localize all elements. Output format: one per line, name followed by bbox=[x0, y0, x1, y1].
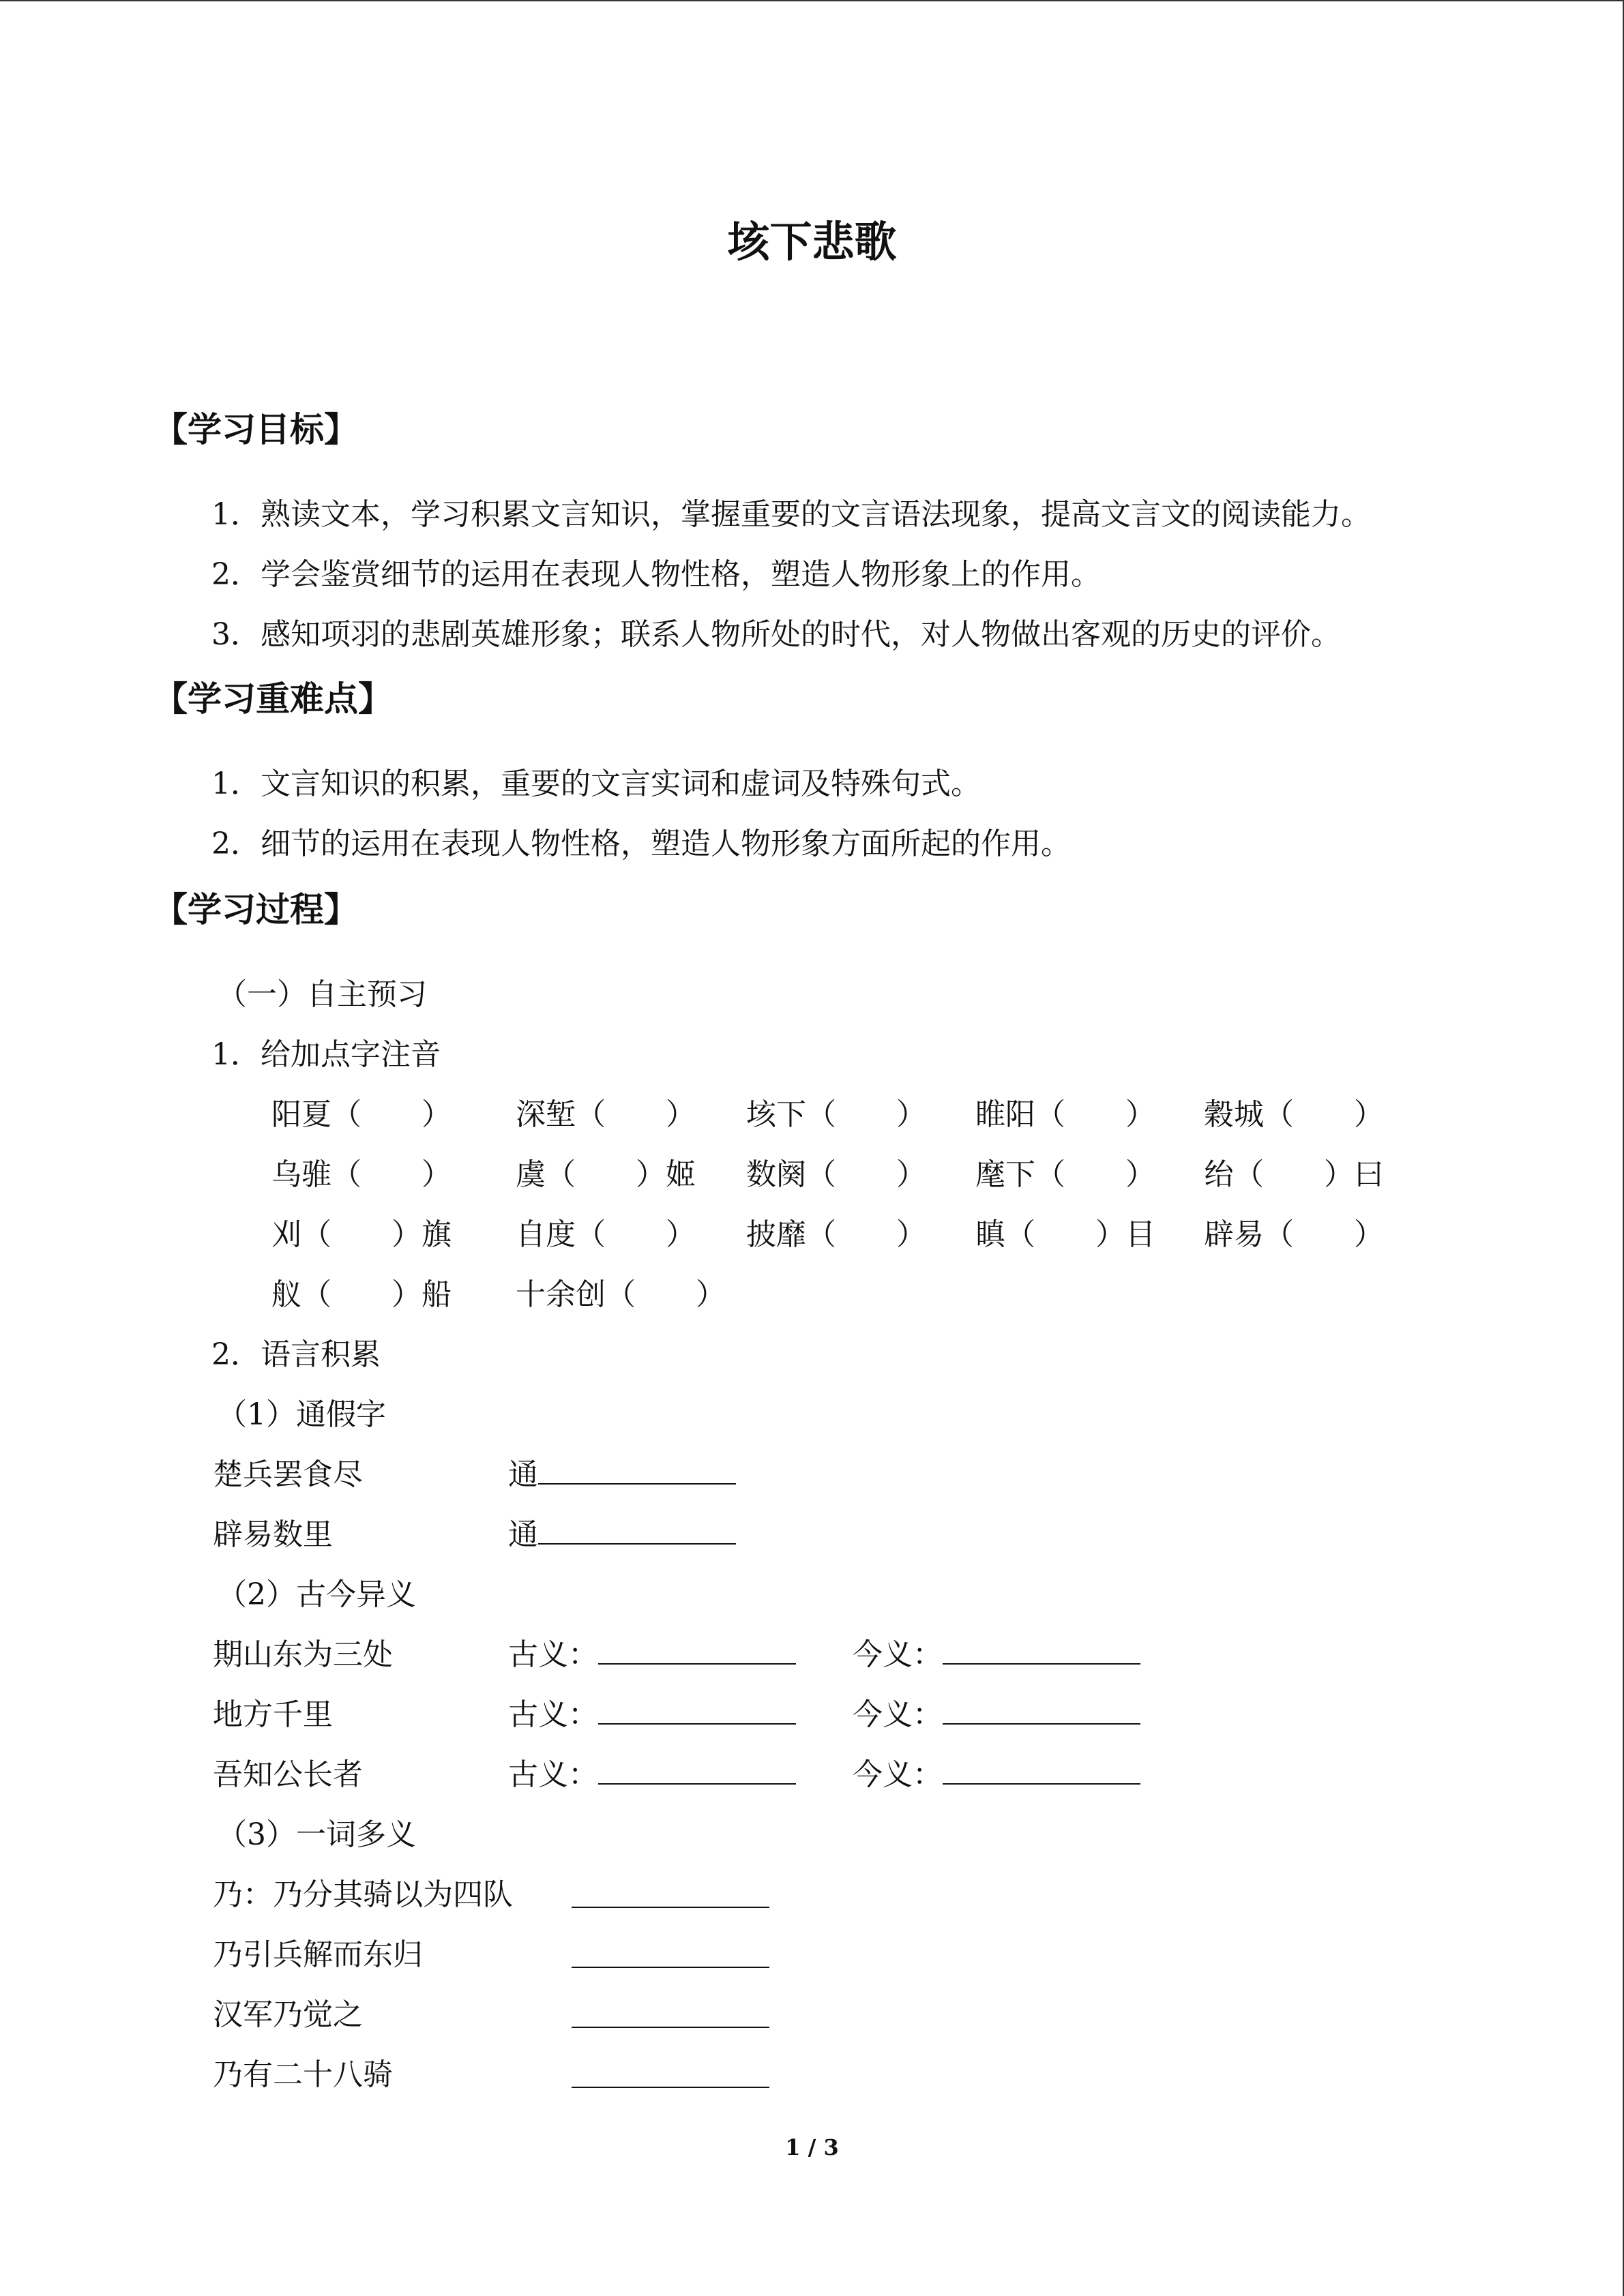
tongjia-label: （1）通假字 bbox=[217, 1397, 386, 1432]
objective-item-1: 1．熟读文本，学习积累文言知识，掌握重要的文言语法现象，提高文言文的阅读能力。 bbox=[211, 497, 1371, 532]
process-heading: 【学习过程】 bbox=[153, 890, 358, 929]
pinyin-item: 舣（ ）船 bbox=[271, 1277, 452, 1312]
tongjia-phrase: 辟易数里 bbox=[213, 1517, 333, 1552]
answer-blank[interactable] bbox=[598, 1695, 796, 1725]
pinyin-item: 阳夏（ ） bbox=[271, 1097, 452, 1132]
tongjia-prefix: 通 bbox=[508, 1517, 538, 1552]
gujin-phrase: 期山东为三处 bbox=[213, 1637, 393, 1672]
objectives-heading: 【学习目标】 bbox=[153, 410, 358, 449]
new-meaning-label: 今义： bbox=[853, 1637, 943, 1672]
objective-item-2: 2．学会鉴赏细节的运用在表现人物性格，塑造人物形象上的作用。 bbox=[211, 557, 1101, 592]
tongjia-phrase: 楚兵罢食尽 bbox=[213, 1457, 363, 1492]
pinyin-item: 十余创（ ） bbox=[516, 1277, 726, 1312]
old-meaning-label: 古义： bbox=[508, 1757, 598, 1792]
pinyin-item: 穀城（ ） bbox=[1204, 1097, 1384, 1132]
self-study-label: （一）自主预习 bbox=[217, 977, 427, 1012]
pinyin-item: 睢阳（ ） bbox=[975, 1097, 1155, 1132]
keypoint-item-2: 2．细节的运用在表现人物性格，塑造人物形象方面所起的作用。 bbox=[211, 826, 1071, 861]
pinyin-item: 自度（ ） bbox=[516, 1217, 696, 1252]
pinyin-item: 乌骓（ ） bbox=[271, 1157, 452, 1192]
gujin-phrase: 地方千里 bbox=[213, 1697, 333, 1732]
answer-blank[interactable] bbox=[598, 1755, 796, 1785]
answer-blank[interactable] bbox=[943, 1755, 1140, 1785]
tongjia-prefix: 通 bbox=[508, 1457, 538, 1492]
pinyin-item: 辟易（ ） bbox=[1204, 1217, 1384, 1252]
answer-blank[interactable] bbox=[943, 1695, 1140, 1725]
new-meaning-label: 今义： bbox=[853, 1757, 943, 1792]
answer-blank[interactable] bbox=[572, 1938, 769, 1968]
pinyin-item: 刈（ ）旗 bbox=[271, 1217, 452, 1252]
objective-item-3: 3．感知项羽的悲剧英雄形象；联系人物所处的时代，对人物做出客观的历史的评价。 bbox=[211, 617, 1341, 652]
duoyi-phrase: 乃：乃分其骑以为四队 bbox=[213, 1877, 513, 1912]
answer-blank[interactable] bbox=[572, 1878, 769, 1908]
tongjia-answer bbox=[508, 1510, 736, 1553]
gujin-old bbox=[508, 1690, 796, 1733]
pinyin-item: 瞋（ ）目 bbox=[975, 1217, 1155, 1252]
answer-blank[interactable] bbox=[572, 2058, 769, 2088]
duoyi-phrase: 乃有二十八骑 bbox=[213, 2057, 393, 2092]
duoyi-phrase: 乃引兵解而东归 bbox=[213, 1937, 423, 1972]
pinyin-item: 虞（ ）姬 bbox=[516, 1157, 696, 1192]
pinyin-item: 垓下（ ） bbox=[746, 1097, 926, 1132]
duoyi-label: （3）一词多义 bbox=[217, 1817, 416, 1852]
pinyin-item: 披靡（ ） bbox=[746, 1217, 926, 1252]
duoyi-phrase: 汉军乃觉之 bbox=[213, 1997, 363, 2032]
gujin-old bbox=[508, 1750, 796, 1793]
tongjia-answer bbox=[508, 1450, 736, 1493]
answer-blank[interactable] bbox=[943, 1635, 1140, 1665]
answer-blank[interactable] bbox=[598, 1635, 796, 1665]
pinyin-item: 深堑（ ） bbox=[516, 1097, 696, 1132]
old-meaning-label: 古义： bbox=[508, 1637, 598, 1672]
answer-blank[interactable] bbox=[572, 1998, 769, 2028]
gujin-new bbox=[853, 1630, 1140, 1673]
new-meaning-label: 今义： bbox=[853, 1697, 943, 1732]
answer-blank[interactable] bbox=[538, 1515, 736, 1545]
page-title: 垓下悲歌 bbox=[727, 217, 897, 267]
gujin-new bbox=[853, 1750, 1140, 1793]
pinyin-item: 数阕（ ） bbox=[746, 1157, 926, 1192]
gujin-new bbox=[853, 1690, 1140, 1733]
top-border bbox=[0, 0, 1624, 1]
page-number: 1 / 3 bbox=[785, 2134, 839, 2160]
keypoints-heading: 【学习重难点】 bbox=[153, 679, 392, 719]
pinyin-item: 绐（ ）曰 bbox=[1204, 1157, 1384, 1192]
old-meaning-label: 古义： bbox=[508, 1697, 598, 1732]
question-1: 1．给加点字注音 bbox=[211, 1037, 441, 1072]
question-2: 2．语言积累 bbox=[211, 1337, 381, 1372]
gujin-old bbox=[508, 1630, 796, 1673]
pinyin-item: 麾下（ ） bbox=[975, 1157, 1155, 1192]
keypoint-item-1: 1．文言知识的积累，重要的文言实词和虚词及特殊句式。 bbox=[211, 766, 981, 801]
gujin-label: （2）古今异义 bbox=[217, 1577, 416, 1612]
answer-blank[interactable] bbox=[538, 1455, 736, 1485]
gujin-phrase: 吾知公长者 bbox=[213, 1757, 363, 1792]
